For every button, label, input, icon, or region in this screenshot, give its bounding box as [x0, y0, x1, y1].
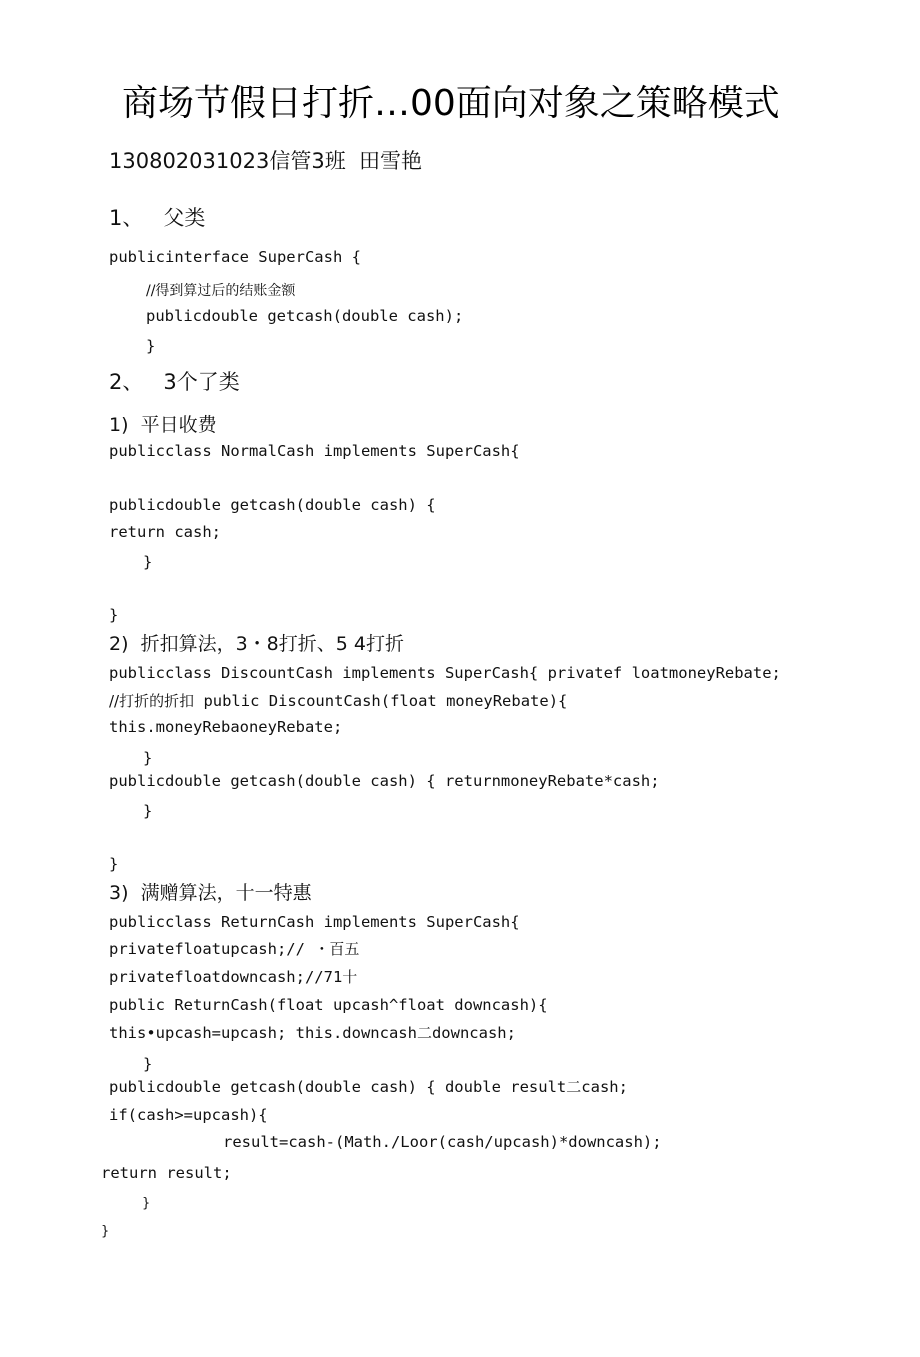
code-comment: 十: [342, 968, 358, 986]
code-line: publicclass NormalCash implements SuperCash{: [109, 442, 520, 460]
code-line: [109, 969, 357, 986]
code-line: }: [101, 1224, 110, 1239]
code-fragment: 二: [416, 1024, 432, 1042]
code-fragment: downcash;: [431, 1024, 516, 1042]
item-label-return: 3) 满赠算法，十一特惠: [109, 882, 312, 904]
code-line: return result;: [101, 1164, 232, 1182]
code-line: publicclass ReturnCash implements SuperCash{: [109, 913, 520, 931]
code-fragment: cash;: [581, 1078, 628, 1096]
code-line: return cash;: [109, 523, 221, 541]
section-heading-subclasses: 2、 3个了类: [109, 370, 240, 394]
code-fragment: privatefloatdowncash;//71: [109, 968, 343, 986]
code-line: result=cash-(Math./Loor(cash/upcash)*downcash);: [223, 1133, 662, 1151]
code-fragment: 二: [566, 1078, 582, 1096]
code-comment: ・百五: [314, 940, 360, 958]
code-line: publicdouble getcash(double cash);: [146, 307, 464, 325]
code-line: publicinterface SuperCash {: [109, 248, 361, 266]
author-line: 130802031023信管3班 田雪艳: [109, 149, 423, 173]
code-line: publicdouble getcash(double cash) {: [109, 496, 436, 514]
code-line: }: [143, 749, 153, 767]
code-line: [109, 941, 359, 958]
code-line: this.moneyRebaoneyRebate;: [109, 718, 343, 736]
code-line: if(cash>=upcash){: [109, 1106, 268, 1124]
code-line: [109, 1079, 628, 1096]
code-comment: //得到算过后的结账金额: [146, 283, 296, 299]
code-line: }: [143, 1055, 153, 1073]
code-line: publicdouble getcash(double cash) { returnmoneyRebate*cash;: [109, 772, 660, 790]
code-line: publicclass DiscountCash implements SuperCash{ privatef loatmoneyRebate;: [109, 664, 781, 682]
page-title: 商场节假日打折…00面向对象之策略模式: [122, 83, 780, 124]
code-fragment: publicdouble getcash(double cash) { double result: [109, 1078, 567, 1096]
code-fragment: public DiscountCash(float moneyRebate){: [194, 692, 568, 710]
code-line: }: [109, 855, 119, 873]
code-line: }: [143, 553, 153, 571]
item-label-normal: 1) 平日收费: [109, 414, 217, 436]
code-line: }: [142, 1196, 151, 1211]
section-heading-parent-class: 1、 父类: [109, 206, 206, 230]
code-fragment: privatefloatupcash;//: [109, 940, 315, 958]
code-line: }: [143, 802, 153, 820]
code-line: [109, 1025, 516, 1042]
item-label-discount: 2) 折扣算法，3・8打折、5 4打折: [109, 633, 404, 655]
code-line: [109, 693, 567, 710]
code-fragment: this•upcash=upcash; this.downcash: [109, 1024, 417, 1042]
code-comment: //打折的折扣: [109, 692, 195, 710]
code-line: public ReturnCash(float upcash^float downcash){: [109, 996, 548, 1014]
code-line: }: [146, 337, 156, 355]
code-line: }: [109, 606, 119, 624]
